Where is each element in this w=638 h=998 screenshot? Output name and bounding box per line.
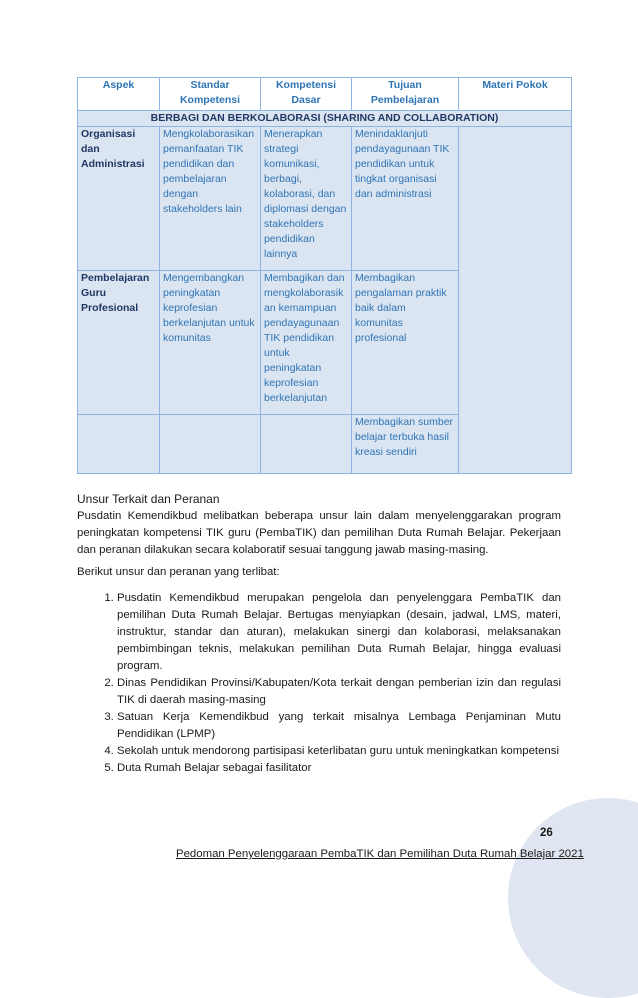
header-aspek: Aspek — [78, 78, 160, 111]
materi-cell — [459, 127, 572, 474]
kompetensi-cell: Menerapkan strategi komunikasi, berbagi, kolaborasi, dan diplomasi dengan stakeholders pendidikan lainnya — [261, 127, 352, 271]
page-footer: Pedoman Penyelenggaraan PembaTIK dan Pemilihan Duta Rumah Belajar 2021 — [176, 848, 584, 860]
list-item: 5. Duta Rumah Belajar sebagai fasilitator — [117, 760, 561, 777]
header-standar-kompetensi: Standar Kompetensi — [160, 78, 261, 111]
standar-cell: Mengkolaborasikan pemanfaatan TIK pendidikan dan pembelajaran dengan stakeholders lain — [160, 127, 261, 271]
section-row — [78, 111, 572, 127]
header-kompetensi-dasar: Kompetensi Dasar — [261, 78, 352, 111]
list-item: 2. Dinas Pendidikan Provinsi/Kabupaten/Kota terkait dengan pemberian izin dan regulasi TIK di daerah masing-masing — [117, 675, 561, 709]
decorative-circle — [508, 798, 638, 998]
page-number: 26 — [540, 827, 553, 839]
competency-table — [77, 77, 572, 474]
list-item: 4. Sekolah untuk mendorong partisipasi keterlibatan guru untuk meningkatkan kompetensi — [117, 743, 561, 760]
standar-cell: Mengembangkan peningkatan keprofesian berkelanjutan untuk komunitas — [160, 271, 261, 415]
aspek-cell — [78, 415, 160, 474]
aspek-cell: Pembelajaran Guru Profesional — [78, 271, 160, 415]
intro-paragraph: Pusdatin Kemendikbud melibatkan beberapa unsur lain dalam menyelenggarakan program peningkatan kompetensi TIK guru (PembaTIK) dan pemilihan Duta Rumah Belajar. Pekerjaan dan peranan dilakukan secara kolaboratif sesuai tanggung jawab masing-masing. — [77, 510, 561, 556]
list-item: 3. Satuan Kerja Kemendikbud yang terkait misalnya Lembaga Penjaminan Mutu Pendidikan (LPMP) — [117, 709, 561, 743]
header-materi-pokok: Materi Pokok — [459, 78, 572, 111]
tujuan-cell: Menindaklanjuti pendayagunaan TIK pendidikan untuk tingkat organisasi dan administrasi — [352, 127, 459, 271]
role-list — [77, 590, 561, 777]
kompetensi-cell: Membagikan dan mengkolaborasikan kemampuan pendayagunaan TIK pendidikan untuk peningkatan keprofesian berkelanjutan — [261, 271, 352, 415]
header-tujuan-pembelajaran: Tujuan Pembelajaran — [352, 78, 459, 111]
kompetensi-cell — [261, 415, 352, 474]
aspek-cell: Organisasi dan Administrasi — [78, 127, 160, 271]
tujuan-cell: Membagikan pengalaman praktik baik dalam komunitas profesional — [352, 271, 459, 415]
table-header-row — [78, 78, 572, 111]
list-item: 1. Pusdatin Kemendikbud merupakan pengelola dan penyelenggara PembaTIK dan pemilihan Duta Rumah Belajar. Bertugas menyiapkan (desain, jadwal, LMS, materi, instruktur, standar dan aturan), melakukan sinergi dan kolaborasi, melaksanakan pembimbingan teknis, melakukan pemilihan Duta Rumah Belajar, hingga evaluasi program. — [117, 590, 561, 675]
table-row — [78, 127, 572, 271]
tujuan-cell: Membagikan sumber belajar terbuka hasil kreasi sendiri — [352, 415, 459, 474]
section-title: BERBAGI DAN BERKOLABORASI (SHARING AND COLLABORATION) — [78, 111, 572, 127]
list-intro: Berikut unsur dan peranan yang terlibat: — [77, 566, 280, 578]
section-heading: Unsur Terkait dan Peranan — [77, 492, 220, 506]
standar-cell — [160, 415, 261, 474]
